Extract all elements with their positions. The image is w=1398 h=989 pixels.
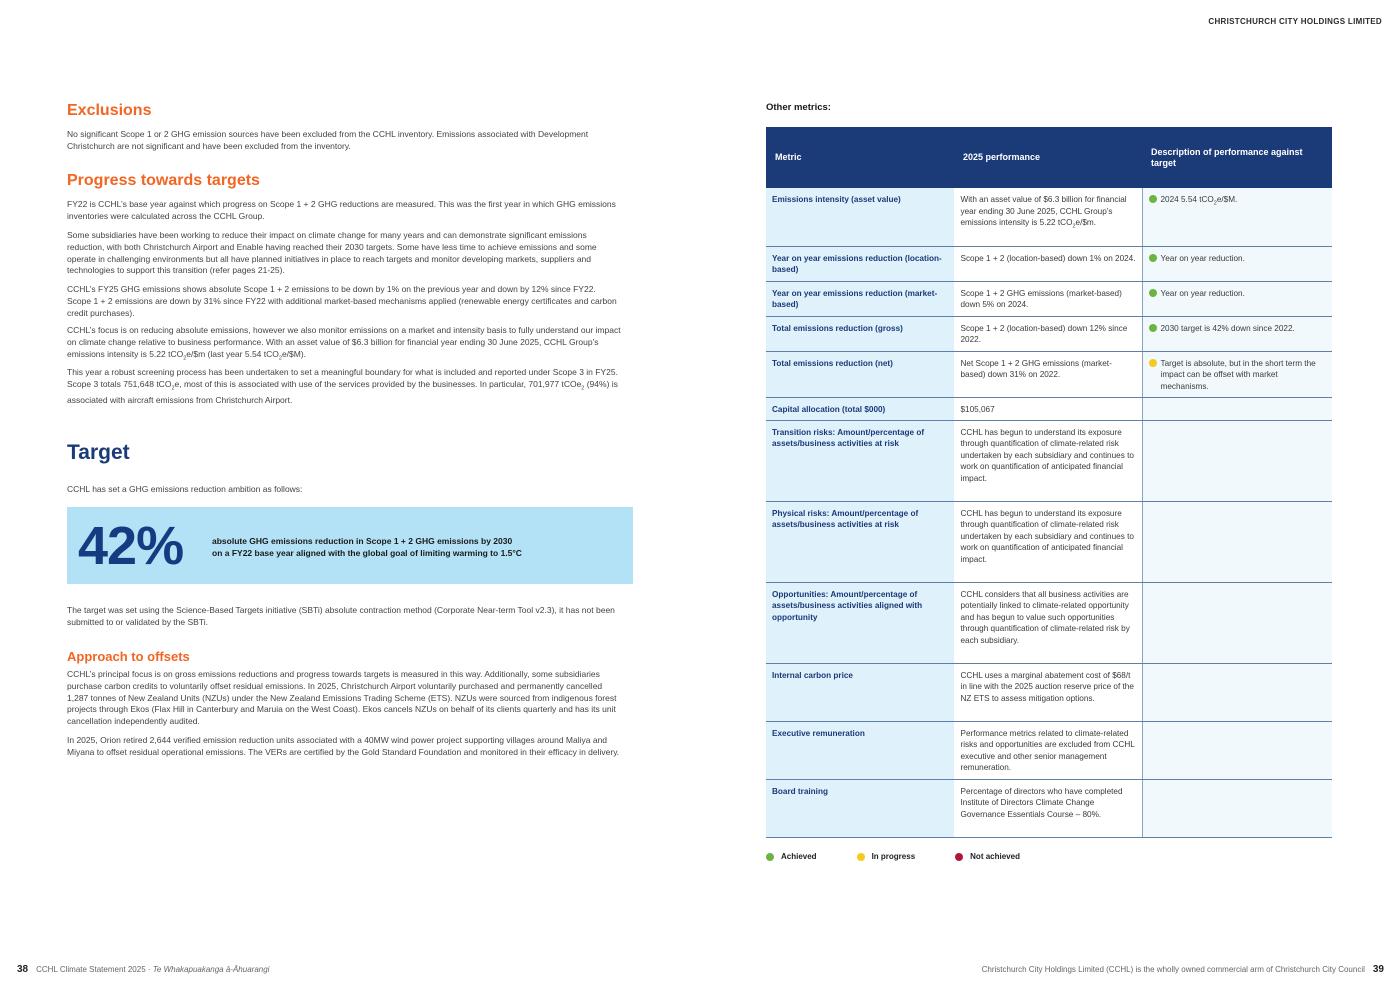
table-cell — [1142, 397, 1332, 420]
table-cell: CCHL considers that all business activities are potentially linked to climate-related opportunity and has begun to value such opportunities through quantification of climate-related risk by each subsidiary. — [954, 582, 1142, 663]
table-cell: With an asset value of $6.3 billion for financial year ending 30 June 2025, CCHL Group’s emissions intensity is 5.22 tCO$_2$e/$m. — [954, 188, 1142, 246]
table-row — [766, 316, 1332, 351]
table-cell: Percentage of directors who have completed Institute of Directors Climate Change Governance Essentials Course – 80%. — [954, 779, 1142, 837]
right-page — [699, 0, 1398, 989]
exclusions-heading: Exclusions — [67, 102, 152, 119]
table-row — [766, 246, 1332, 281]
table-cell: Transition risks: Amount/percentage of assets/business activities at risk — [766, 420, 954, 501]
table-cell: Opportunities: Amount/percentage of assets/business activities aligned with opportunity — [766, 582, 954, 663]
achieved-icon — [1149, 254, 1157, 262]
table-cell: Scope 1 + 2 (location-based) down 12% since 2022. — [954, 316, 1142, 351]
offsets-heading: Approach to offsets — [67, 649, 190, 664]
progress-paragraph-1: FY22 is CCHL’s base year against which progress on Scope 1 + 2 GHG reductions are measured. This was the first year in which GHG emissions inventories were calculated across the CCHL Group. — [67, 199, 616, 221]
header-performance: 2025 performance — [954, 127, 1142, 188]
table-row — [766, 663, 1332, 721]
table-cell: Physical risks: Amount/percentage of assets/business activities at risk — [766, 501, 954, 582]
table-cell: Internal carbon price — [766, 663, 954, 721]
org-header: CHRISTCHURCH CITY HOLDINGS LIMITED — [1208, 17, 1382, 26]
progress-paragraph-3: CCHL’s FY25 GHG emissions shows absolute Scope 1 + 2 emissions to be down by 1% on the previous year and down by 12% since FY22. Scope 1 + 2 emissions are down by 31% since FY22 with additional market-based mechanisms applied (renewable energy certificates and carbon credit purchases). — [67, 284, 617, 318]
other-metrics-title: Other metrics: — [766, 102, 831, 113]
table-cell: Target is absolute, but in the short term the impact can be offset with market mechanisms. — [1142, 351, 1332, 397]
legend-in-progress: In progress — [857, 852, 916, 861]
table-cell: 2024 5.54 tCO$_2$e/$M. — [1142, 188, 1332, 246]
table-cell: Net Scope 1 + 2 GHG emissions (market-based) down 31% on 2022. — [954, 351, 1142, 397]
status-legend — [766, 852, 1060, 861]
achieved-icon — [1149, 324, 1157, 332]
table-cell — [1142, 582, 1332, 663]
table-cell: 2030 target is 42% down since 2022. — [1142, 316, 1332, 351]
target-description: absolute GHG emissions reduction in Scope 1 + 2 GHG emissions by 2030 on a FY22 base year aligned with the global goal of limiting warming to 1.5°C — [212, 536, 522, 558]
table-cell — [1142, 501, 1332, 582]
table-cell: Performance metrics related to climate-related risks and opportunities are excluded from CCHL executive and other senior management remuneration. — [954, 721, 1142, 779]
target-callout — [67, 507, 633, 584]
achieved-icon — [1149, 195, 1157, 203]
offsets-paragraph-1: CCHL’s principal focus is on gross emissions reductions and progress towards targets is measured in this way. Additionally, some subsidiaries purchase carbon credits to voluntarily offset residual emissions. In 2025, Christchurch Airport voluntarily purchased and permanently cancelled 1,287 tonnes of New Zealand Units (NZUs) under the New Zealand Emissions Trading Scheme (ETS). NZUs were sourced from indigenous forest projects through Ekos (Flax Hill in Canterbury and Maruia on the West Coast). Ekos cancels NZUs on behalf of its clients quarterly and has its unit cancellation independently audited. — [67, 669, 617, 727]
table-cell — [1142, 779, 1332, 837]
target-heading: Target — [67, 441, 130, 464]
table-cell: CCHL uses a marginal abatement cost of $68/t in line with the 2025 auction reserve price of the NZ ETS to assess mitigation options. — [954, 663, 1142, 721]
table-cell: Emissions intensity (asset value) — [766, 188, 954, 246]
table-cell — [1142, 721, 1332, 779]
target-intro: CCHL has set a GHG emissions reduction ambition as follows: — [67, 484, 303, 494]
table-row — [766, 281, 1332, 316]
page-number: 38 — [17, 964, 29, 975]
progress-paragraph-5: This year a robust screening process has been undertaken to set a meaningful boundary for what is included and reported under Scope 3 in FY25. Scope 3 totals 751,648 tCO$_2$e, most of this is associated with use of the services provided by the businesses. In particular, 701,977 tCOe$_2$ (94%) is associated with aircraft emissions from Christchurch Airport. — [67, 367, 618, 406]
table-cell — [1142, 663, 1332, 721]
exclusions-text: No significant Scope 1 or 2 GHG emission sources have been excluded from the CCHL inventory. Emissions associated with Development Christchurch are not significant and have been excluded from the inventory. — [67, 129, 589, 151]
table-row — [766, 779, 1332, 837]
target-percent: 42% — [78, 516, 184, 576]
table-header-row — [766, 127, 1332, 188]
table-row — [766, 501, 1332, 582]
footer-left: 38 CCHL Climate Statement 2025 · Te Whakapuakanga ā-Āhuarangi — [17, 964, 270, 975]
offsets-paragraph-2: In 2025, Orion retired 2,644 verified emission reduction units associated with a 40MW wind power project supporting villages around Maliya and Miyana to offset residual operational emissions. The VERs are certified by the Gold Standard Foundation and monitored in their efficacy in delivery. — [67, 735, 620, 757]
table-cell: Scope 1 + 2 (location-based) down 1% on 2024. — [954, 246, 1142, 281]
table-row — [766, 721, 1332, 779]
target-note: The target was set using the Science-Based Targets initiative (SBTi) absolute contraction method (Corporate Near-term Tool v2.3), it has not been submitted to or validated by the SBTi. — [67, 605, 615, 627]
table-cell: Capital allocation (total $000) — [766, 397, 954, 420]
table-row — [766, 188, 1332, 246]
table-cell: CCHL has begun to understand its exposure through quantification of climate-related risk undertaken by each subsidiary and continues to work on quantification of anticipated financial impact. — [954, 420, 1142, 501]
table-cell: Year on year emissions reduction (market-based) — [766, 281, 954, 316]
table-cell — [1142, 420, 1332, 501]
table-cell: Total emissions reduction (gross) — [766, 316, 954, 351]
legend-achieved: Achieved — [766, 852, 817, 861]
table-cell: Scope 1 + 2 GHG emissions (market-based) down 5% on 2024. — [954, 281, 1142, 316]
not-achieved-icon — [955, 853, 963, 861]
table-cell: Total emissions reduction (net) — [766, 351, 954, 397]
in-progress-icon — [857, 853, 865, 861]
achieved-icon — [1149, 289, 1157, 297]
table-cell: $105,067 — [954, 397, 1142, 420]
footer-right: Christchurch City Holdings Limited (CCHL) is the wholly owned commercial arm of Christchurch City Council 39 — [981, 964, 1384, 975]
table-row — [766, 397, 1332, 420]
table-cell: Board training — [766, 779, 954, 837]
metrics-table — [766, 127, 1332, 838]
progress-heading: Progress towards targets — [67, 172, 260, 189]
table-row — [766, 582, 1332, 663]
table-row — [766, 420, 1332, 501]
table-cell: Year on year reduction. — [1142, 246, 1332, 281]
in-progress-icon — [1149, 359, 1157, 367]
achieved-icon — [766, 853, 774, 861]
table-cell: Executive remuneration — [766, 721, 954, 779]
table-cell: Year on year emissions reduction (location-based) — [766, 246, 954, 281]
header-description: Description of performance against target — [1142, 127, 1332, 188]
table-cell: Year on year reduction. — [1142, 281, 1332, 316]
progress-paragraph-4: CCHL’s focus is on reducing absolute emissions, however we also monitor emissions on a market and intensity basis to fully understand our impact on climate change relative to business performance. With an asset value of $6.3 billion for financial year ending 30 June 2025, CCHL Group’s emissions intensity is 5.22 tCO$_2$e/$m (last year 5.54 tCO$_2$e/$M). — [67, 325, 621, 362]
legend-not-achieved: Not achieved — [955, 852, 1020, 861]
page-number: 39 — [1372, 964, 1384, 975]
table-row — [766, 351, 1332, 397]
progress-paragraph-2: Some subsidiaries have been working to reduce their impact on climate change for many years and can demonstrate significant emissions reduction, with both Christchurch Airport and Enable having reached their 2030 targets. Some have less time to achieve emissions and some operate in challenging environments but all have planned initiatives in place to reach targets and monitor developing markets, suppliers and technologies to support this transition (refer pages 21-25). — [67, 230, 597, 276]
table-cell: CCHL has begun to understand its exposure through quantification of climate-related risk undertaken by each subsidiary and continues to work on quantification of anticipated financial impact. — [954, 501, 1142, 582]
header-metric: Metric — [766, 127, 954, 188]
